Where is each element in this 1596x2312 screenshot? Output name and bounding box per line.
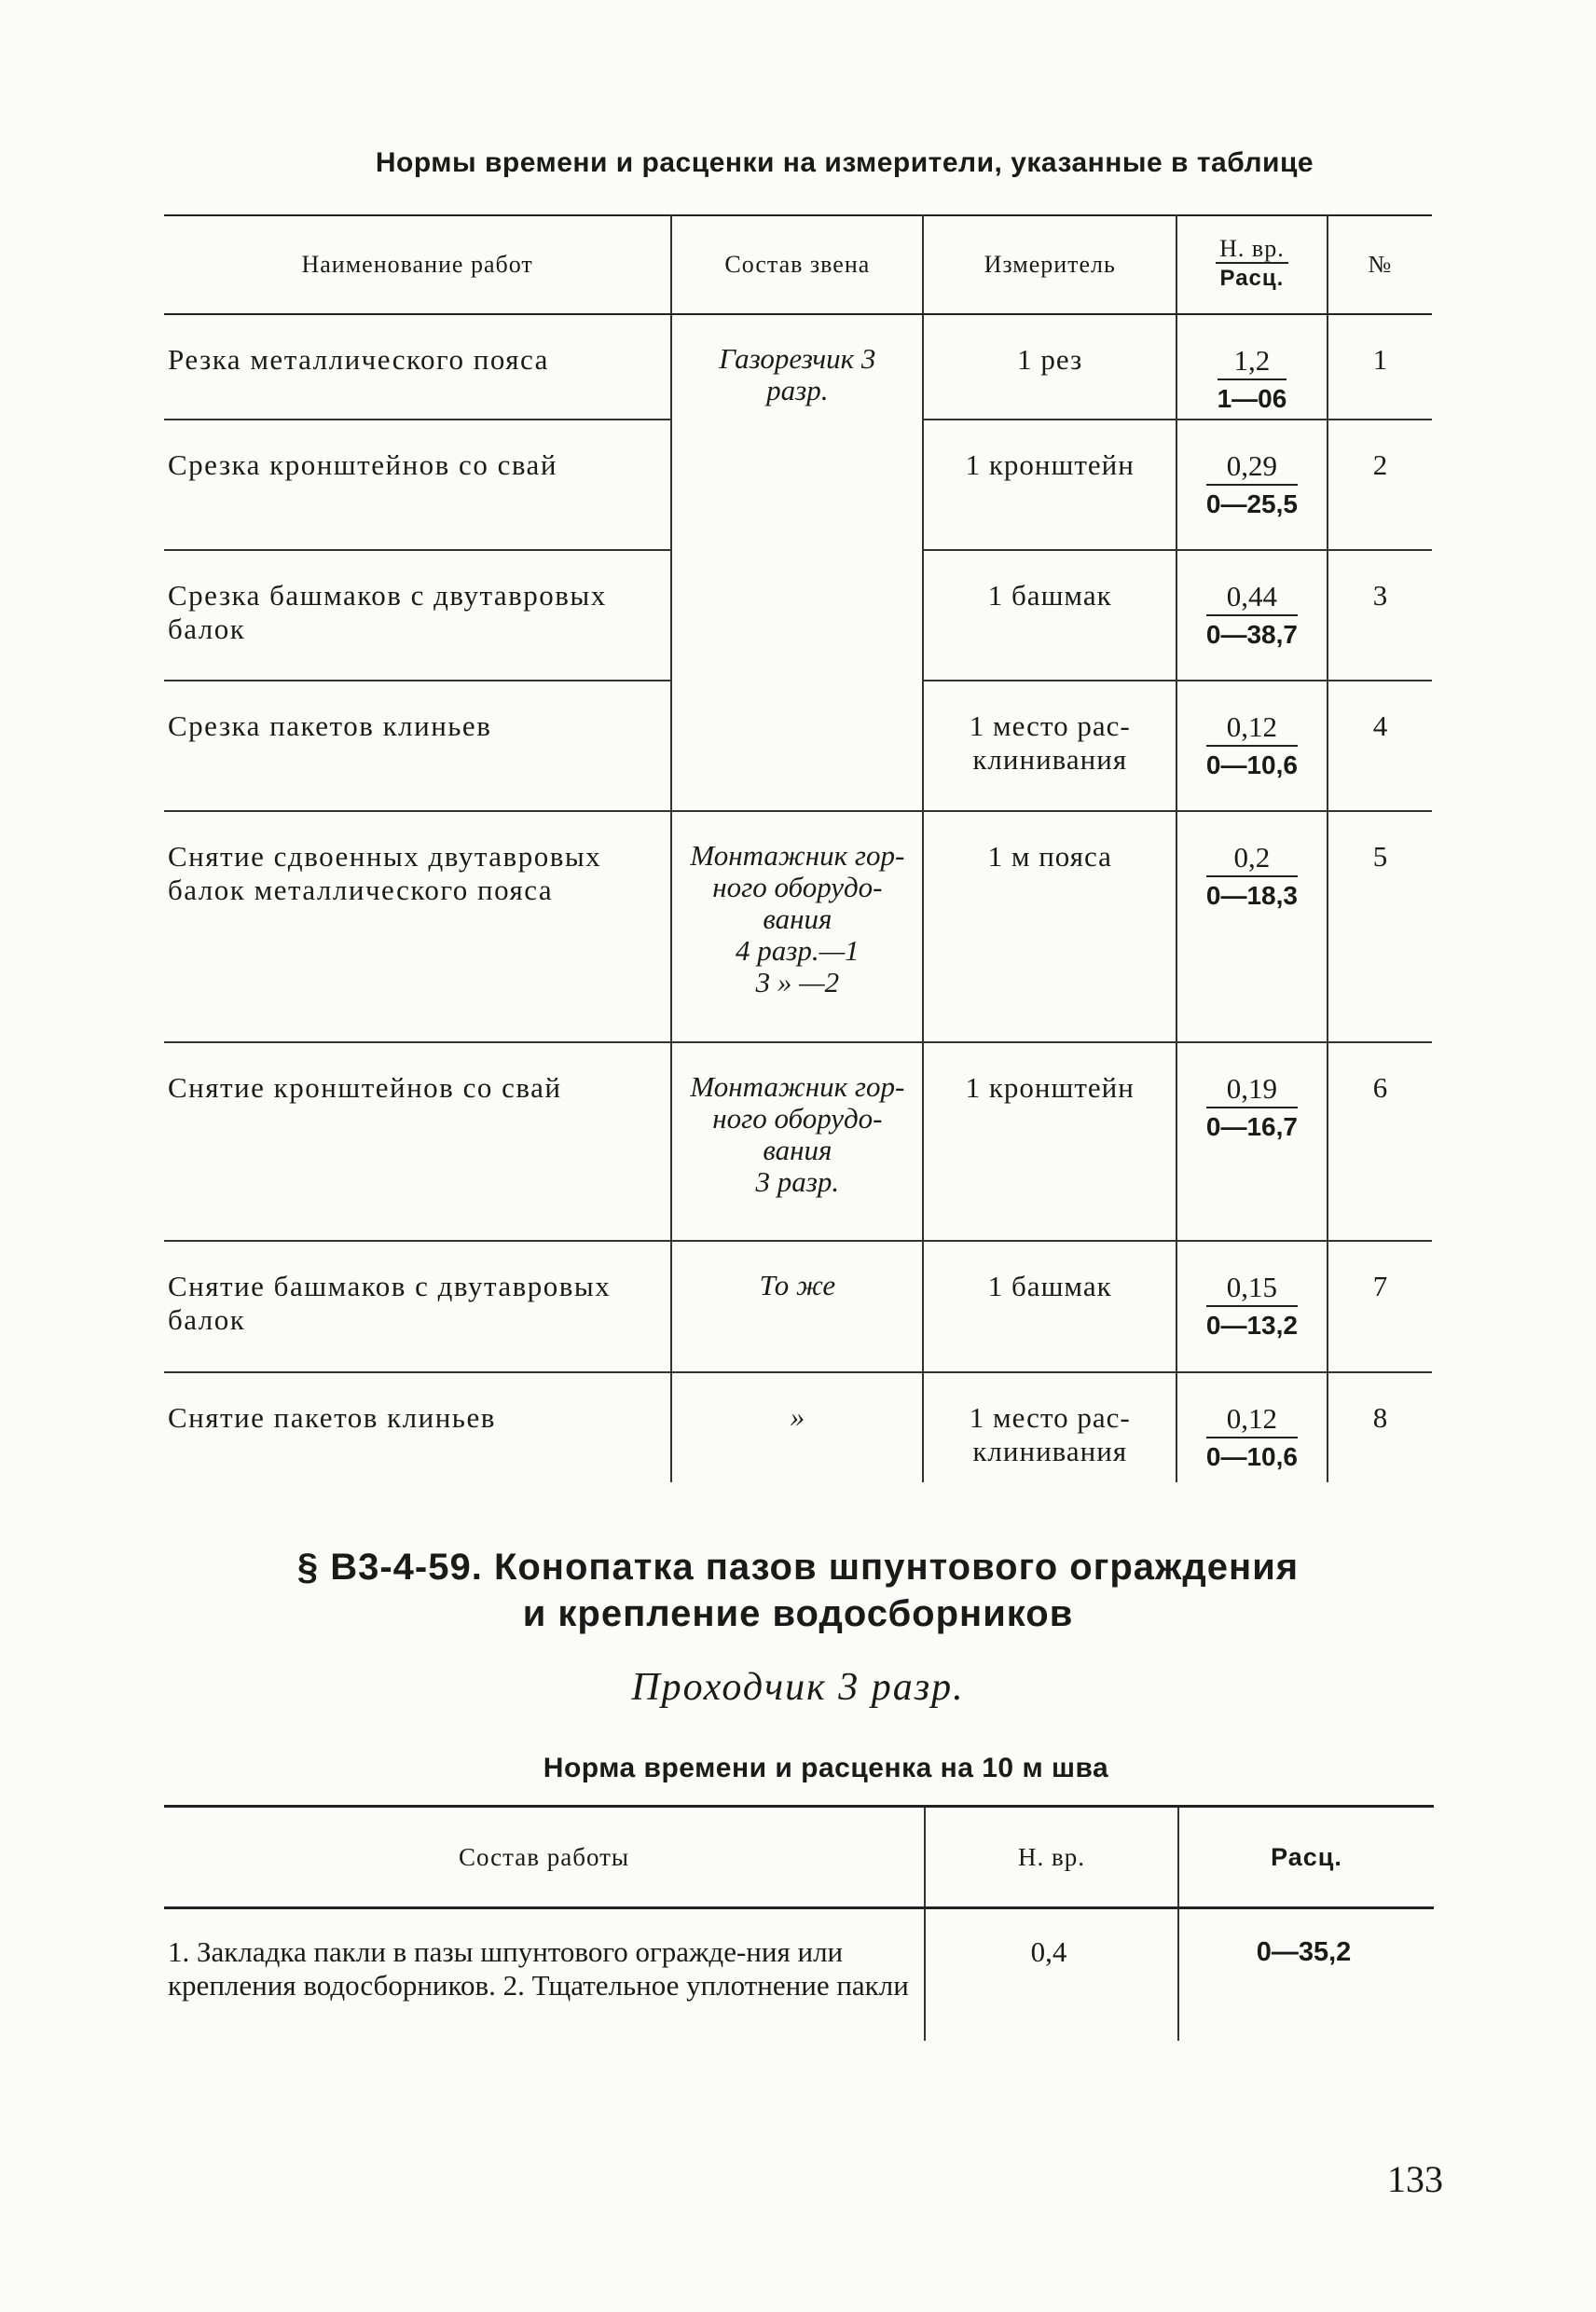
rate-norm: 0,19 <box>1206 1071 1298 1108</box>
row-number: 3 <box>1328 550 1432 681</box>
section-crew: Проходчик 3 разр. <box>631 1666 965 1709</box>
rate-norm: 0,44 <box>1206 579 1298 616</box>
rate-price: 0—10,6 <box>1205 1442 1298 1471</box>
crew-line: ного оборудо- <box>712 871 883 903</box>
crew-line: вания <box>763 902 832 935</box>
table2-caption: Норма времени и расценка на 10 м шва <box>543 1753 1109 1783</box>
row-crew <box>671 811 923 1042</box>
crew-line: Монтажник гор- <box>690 1070 905 1103</box>
row-name: Срезка башмаков с двутавровых балок <box>164 550 671 681</box>
row-rate <box>1176 1042 1328 1241</box>
norms-table <box>164 214 1432 1482</box>
row-measure: 1 место рас-клинивания <box>923 681 1176 811</box>
row-crew: То же <box>671 1241 923 1372</box>
row-number: 1 <box>1328 314 1432 420</box>
work-description: 1. Закладка пакли в пазы шпунтового огражде-ния или крепления водосборников. 2. Тщательное уплотнение пакли <box>164 1908 925 2041</box>
rate-price: 1—06 <box>1217 384 1287 413</box>
row-measure: 1 рез <box>923 314 1176 420</box>
row-name: Срезка кронштейнов со свай <box>164 420 671 550</box>
col-header-norm-top: Н. вр. <box>1216 236 1288 264</box>
table-row <box>164 314 1432 420</box>
row-rate <box>1176 314 1328 420</box>
row-number: 8 <box>1372 1401 1388 1434</box>
table-header-row <box>164 1807 1434 1908</box>
row-number: 2 <box>1328 420 1432 550</box>
col-header-price: Расц. <box>1178 1807 1434 1908</box>
row-number: 5 <box>1328 811 1432 1042</box>
table-row <box>164 1042 1432 1241</box>
row-name: Снятие сдвоенных двутавровых балок металлического пояса <box>164 811 671 1042</box>
row-measure: 1 башмак <box>923 550 1176 681</box>
row-rate <box>1176 420 1328 550</box>
col-header-norm <box>1176 215 1328 314</box>
row-number: 6 <box>1328 1042 1432 1241</box>
rate-norm: 0,2 <box>1206 840 1298 877</box>
rate-price: 0—10,6 <box>1205 750 1298 779</box>
col-header-measure: Измеритель <box>923 215 1176 314</box>
seam-norm-table <box>164 1805 1434 2041</box>
row-rate <box>1176 681 1328 811</box>
row-measure: 1 башмак <box>923 1241 1176 1372</box>
rate-norm: 1,2 <box>1218 343 1287 380</box>
row-crew <box>671 1042 923 1241</box>
row-rate <box>1176 811 1328 1042</box>
work-norm: 0,4 <box>925 1908 1178 2041</box>
row-measure: 1 место рас-клинивания <box>923 1372 1176 1482</box>
col-header-work: Состав работы <box>164 1807 925 1908</box>
row-measure: 1 м пояса <box>923 811 1176 1042</box>
row-name: Снятие башмаков с двутавровых балок <box>164 1241 671 1372</box>
row-name: Снятие пакетов клиньев <box>164 1372 671 1482</box>
rate-norm: 0,12 <box>1206 1401 1298 1438</box>
table-row <box>164 1908 1434 2041</box>
table1-caption: Нормы времени и расценки на измерители, указанные в таблице <box>375 147 1314 178</box>
table-row <box>164 1241 1432 1372</box>
section-title-line2: и крепление водосборников <box>522 1593 1074 1634</box>
work-price: 0—35,2 <box>1256 1937 1352 1967</box>
table-row <box>164 1372 1432 1482</box>
rate-price: 0—25,5 <box>1205 489 1298 518</box>
row-name: Снятие кронштейнов со свай <box>164 1042 671 1241</box>
col-header-norm: Н. вр. <box>925 1807 1178 1908</box>
rate-norm: 0,12 <box>1206 709 1298 747</box>
table-row <box>164 811 1432 1042</box>
section-heading <box>0 1544 1596 1637</box>
table-header-row <box>164 215 1432 314</box>
crew-line: 4 разр.—1 <box>736 934 860 967</box>
crew-gas-cutter: Газорезчик 3 разр. <box>719 342 876 406</box>
rate-price: 0—18,3 <box>1205 881 1298 910</box>
col-header-norm-bottom: Расц. <box>1219 265 1285 291</box>
crew-line: 3 разр. <box>755 1165 840 1198</box>
row-number: 7 <box>1328 1241 1432 1372</box>
col-header-name: Наименование работ <box>164 215 671 314</box>
rate-norm: 0,29 <box>1206 448 1298 486</box>
rate-norm: 0,15 <box>1206 1270 1298 1307</box>
crew-line: 3 » —2 <box>755 966 840 998</box>
row-name: Срезка пакетов клиньев <box>164 681 671 811</box>
row-measure: 1 кронштейн <box>923 420 1176 550</box>
row-measure: 1 кронштейн <box>923 1042 1176 1241</box>
row-rate <box>1176 1372 1328 1482</box>
section-title-line1: § В3-4-59. Конопатка пазов шпунтового ограждения <box>296 1547 1300 1588</box>
row-name: Резка металлического пояса <box>164 314 671 420</box>
page-number: 133 <box>1387 2158 1443 2200</box>
crew-line: ного оборудо- <box>712 1102 883 1135</box>
row-crew: » <box>671 1372 923 1482</box>
row-rate <box>1176 1241 1328 1372</box>
crew-line: вания <box>763 1134 832 1166</box>
row-number: 4 <box>1328 681 1432 811</box>
rate-price: 0—38,7 <box>1205 620 1298 649</box>
rate-price: 0—16,7 <box>1205 1112 1298 1141</box>
row-crew <box>671 314 923 811</box>
row-rate <box>1176 550 1328 681</box>
col-header-crew: Состав звена <box>671 215 923 314</box>
rate-price: 0—13,2 <box>1205 1311 1298 1340</box>
crew-line: Монтажник гор- <box>690 839 905 872</box>
col-header-num: № <box>1328 215 1432 314</box>
